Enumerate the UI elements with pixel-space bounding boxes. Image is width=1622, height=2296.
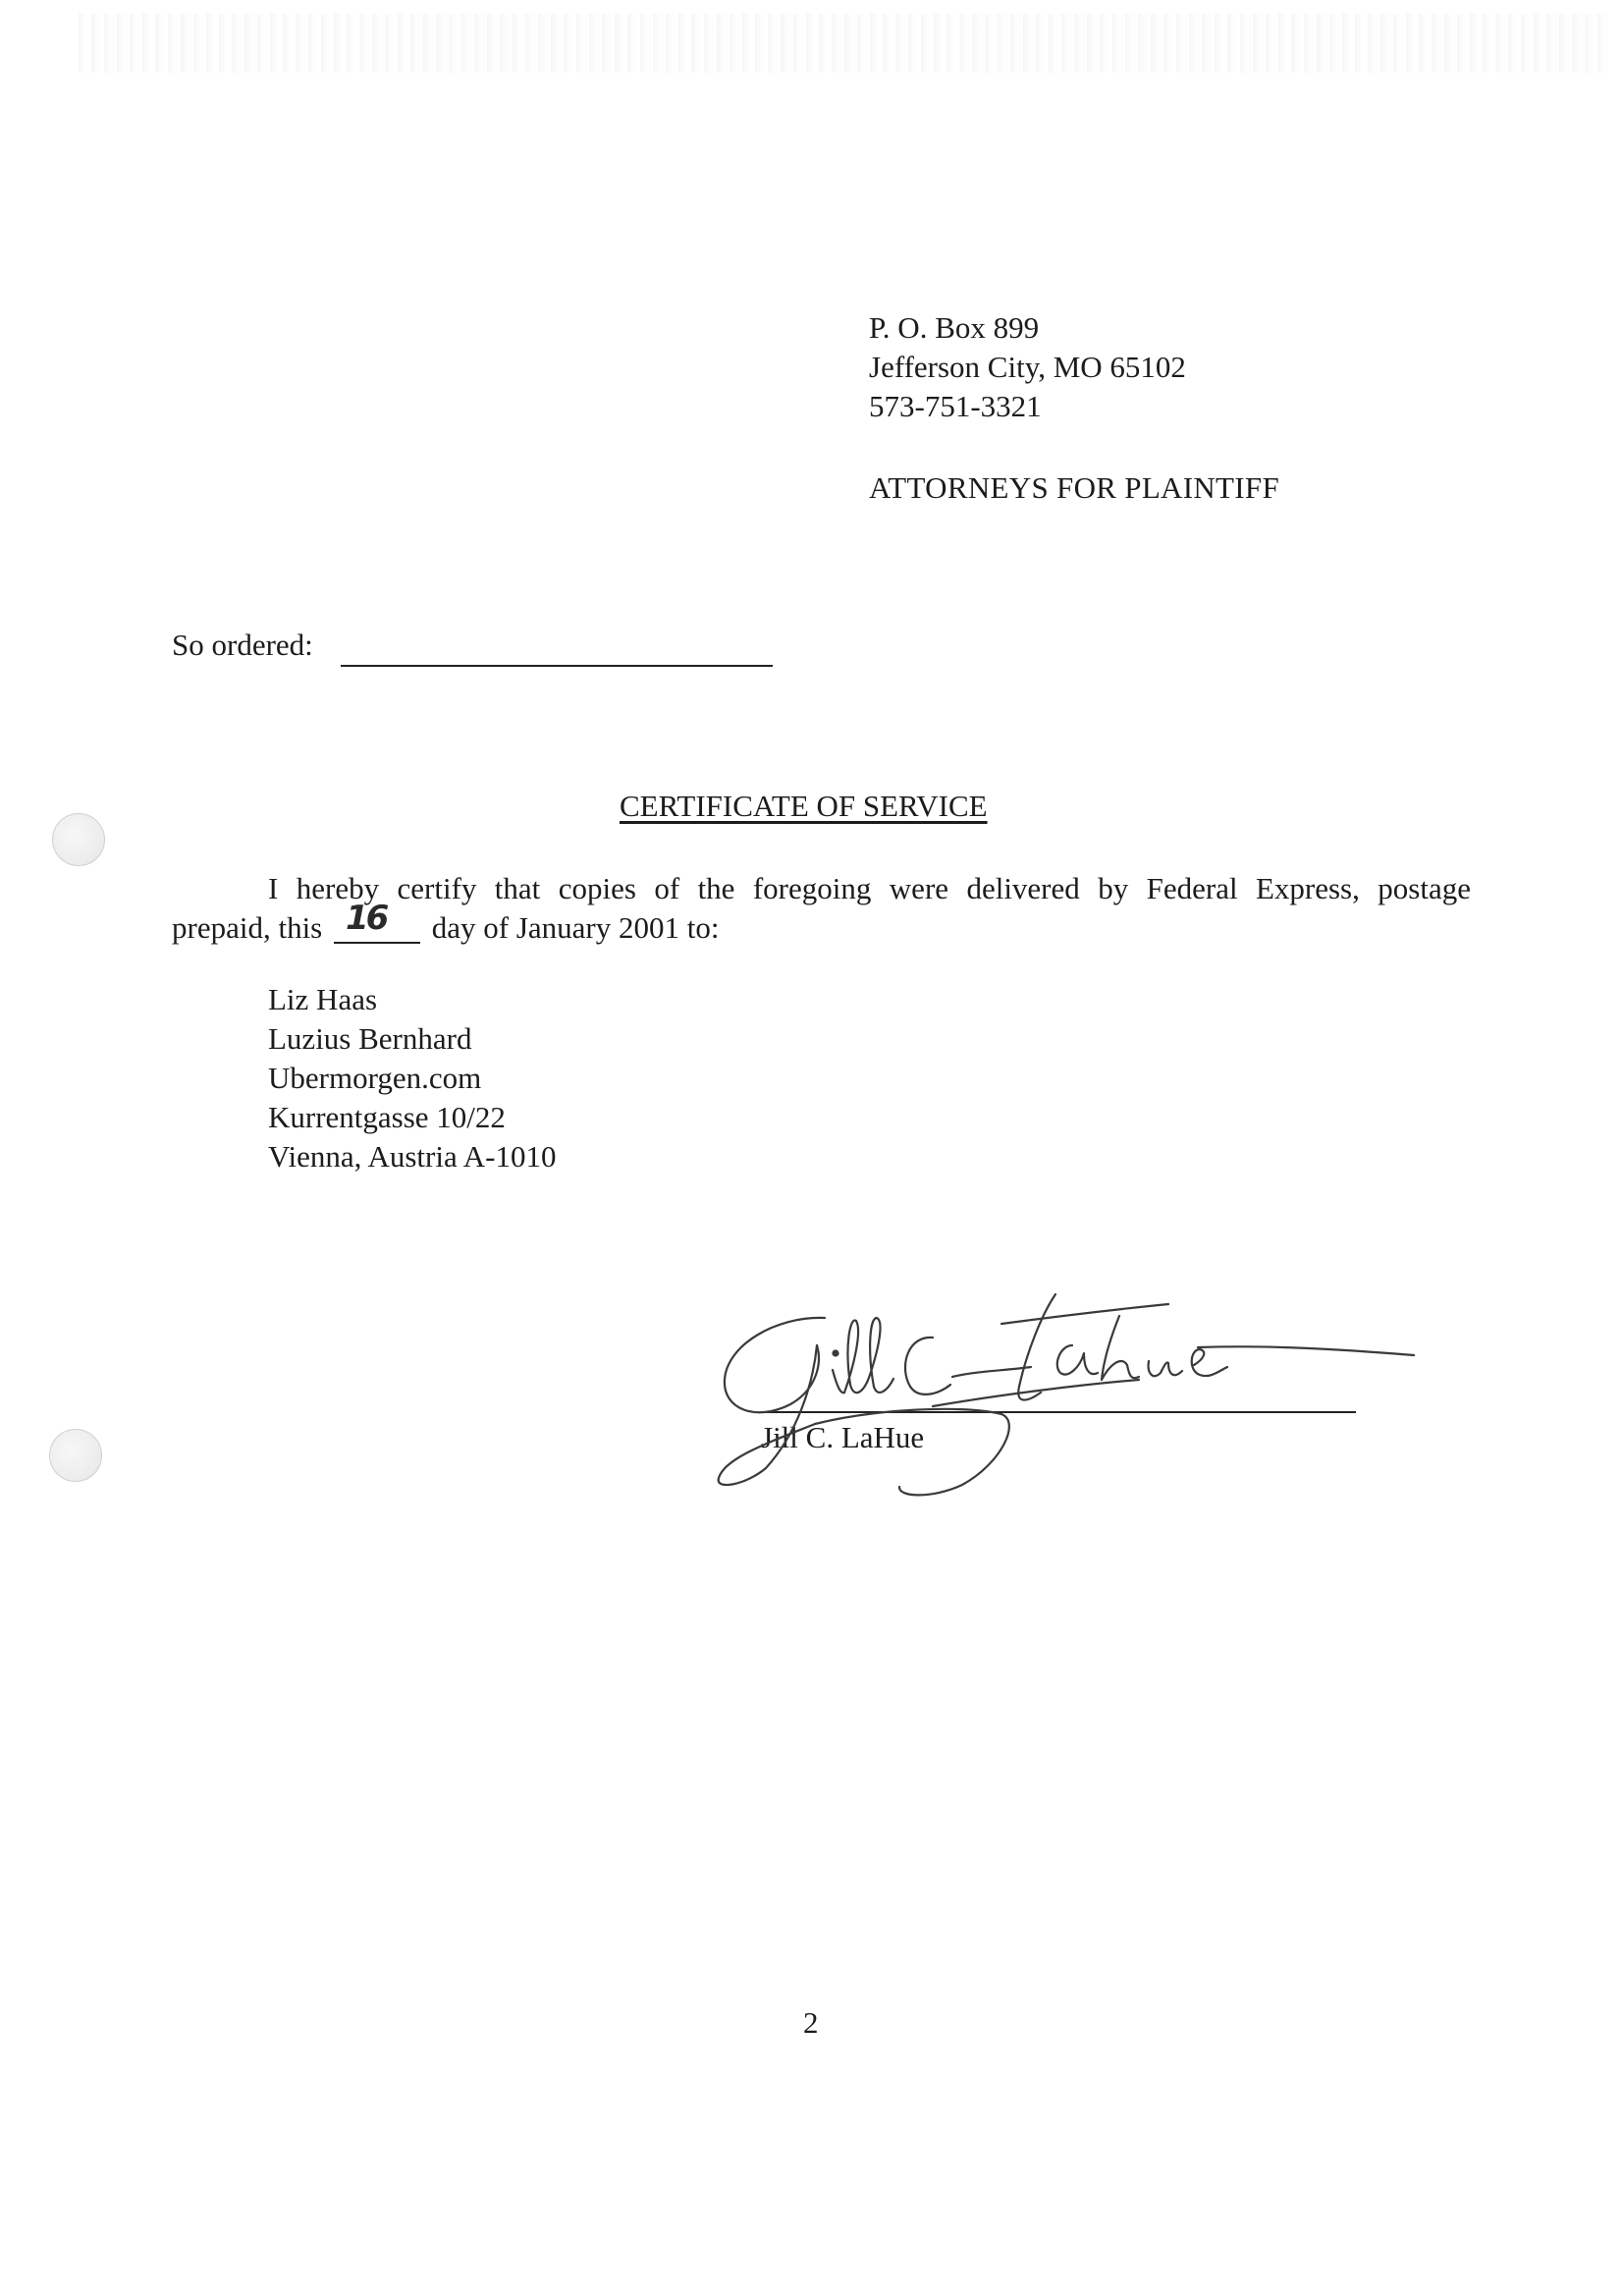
address-line: Jefferson City, MO 65102 [869, 350, 1186, 384]
recipient-line: Vienna, Austria A-1010 [268, 1139, 557, 1174]
certificate-text-line: I hereby certify that copies of the foregoing were delivered by Federal Express, postage [268, 871, 1471, 905]
recipient-line: Kurrentgasse 10/22 [268, 1100, 506, 1134]
punch-hole-upper [52, 813, 105, 866]
signer-name: Jill C. LaHue [761, 1420, 925, 1454]
scan-artifact [79, 14, 1610, 73]
attorney-address [869, 308, 1186, 426]
punch-hole-lower [49, 1429, 102, 1482]
recipient-line: Liz Haas [268, 982, 378, 1016]
recipient-address [268, 980, 556, 1176]
so-ordered-signature-line [341, 665, 773, 667]
handwritten-day: 16 [346, 899, 387, 938]
so-ordered-label: So ordered: [172, 628, 313, 662]
certificate-text-fragment: day of January 2001 to: [431, 910, 720, 945]
recipient-line: Ubermorgen.com [268, 1061, 482, 1095]
certificate-text-line [172, 899, 720, 948]
day-blank [334, 899, 420, 944]
address-line: P. O. Box 899 [869, 310, 1040, 345]
certificate-title: CERTIFICATE OF SERVICE [620, 789, 988, 823]
signature-graphic [707, 1277, 1453, 1503]
page-number: 2 [803, 2005, 819, 2040]
address-line: 573-751-3321 [869, 389, 1042, 423]
certificate-text-fragment: prepaid, this [172, 910, 323, 945]
recipient-line: Luzius Bernhard [268, 1021, 472, 1056]
handwritten-signature [707, 1277, 1453, 1503]
attorneys-for-plaintiff: ATTORNEYS FOR PLAINTIFF [869, 470, 1279, 505]
